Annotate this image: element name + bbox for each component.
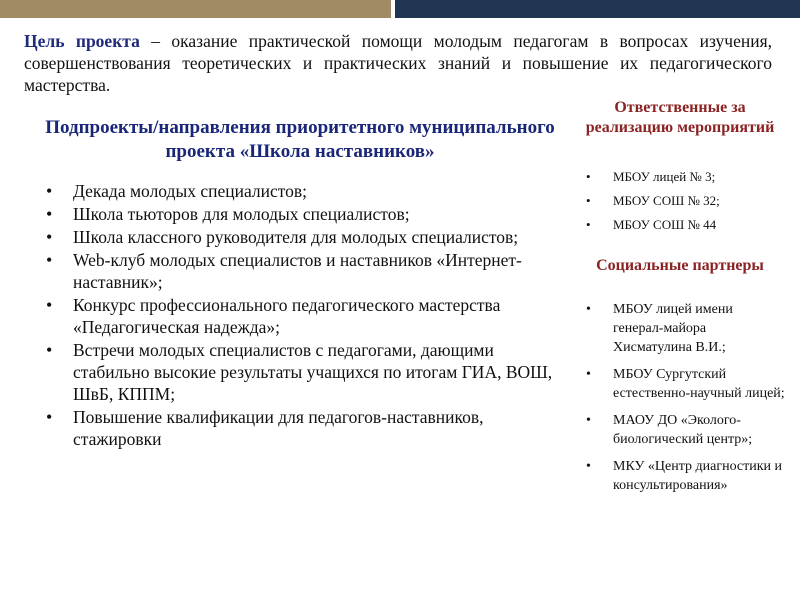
partners-title: Социальные партнеры <box>596 257 764 274</box>
subprojects-list-item: • Школа классного руководителя для молодых специалистов; <box>46 226 566 248</box>
responsible-list-item: • МБОУ лицей № 3; <box>586 169 786 185</box>
subprojects-list-item: • Школа тьюторов для молодых специалистов; <box>46 203 566 225</box>
top-bar-navy-segment <box>395 0 800 18</box>
project-goal-paragraph <box>24 30 772 96</box>
subprojects-list-item: • Конкурс профессионального педагогического мастерства «Педагогическая надежда»; <box>46 294 566 338</box>
partners-list-item: • МБОУ Сургутский естественно-научный лицей; <box>586 365 786 403</box>
project-goal-lead: Цель проекта <box>24 31 140 51</box>
top-decorative-bar <box>0 0 800 18</box>
subprojects-list-item: • Встречи молодых специалистов с педагогами, дающими стабильно высокие результаты учащихся по итогам ГИА, ВОШ, ШвБ, КППМ; <box>46 339 566 405</box>
project-goal-text: – оказание практической помощи молодым педагогам в вопросах изучения, совершенствования теоретических и практических знаний и повышение их педагогического мастерства. <box>24 31 773 95</box>
subprojects-list-item: • Web-клуб молодых специалистов и наставников «Интернет-наставник»; <box>46 249 566 293</box>
subprojects-list-item: • Декада молодых специалистов; <box>46 180 566 202</box>
subprojects-title: Подпроекты/направления приоритетного муниципального проекта «Школа наставников» <box>45 117 555 162</box>
responsible-list-item: • МБОУ СОШ № 32; <box>586 193 786 209</box>
responsible-title: Ответственные за реализацию мероприятий <box>585 99 775 136</box>
top-bar-gold-segment <box>0 0 391 18</box>
partners-list-item: • МАОУ ДО «Эколого-биологический центр»; <box>586 411 786 449</box>
subprojects-list-item: • Повышение квалификации для педагогов-наставников, стажировки <box>46 406 566 450</box>
partners-list-item: • МКУ «Центр диагностики и консультирования» <box>586 457 786 495</box>
partners-list <box>586 300 786 503</box>
responsible-list <box>586 169 786 241</box>
subprojects-list <box>46 180 566 451</box>
responsible-list-item: • МБОУ СОШ № 44 <box>586 217 786 233</box>
partners-list-item: • МБОУ лицей имени генерал-майора Хисматулина В.И.; <box>586 300 786 357</box>
